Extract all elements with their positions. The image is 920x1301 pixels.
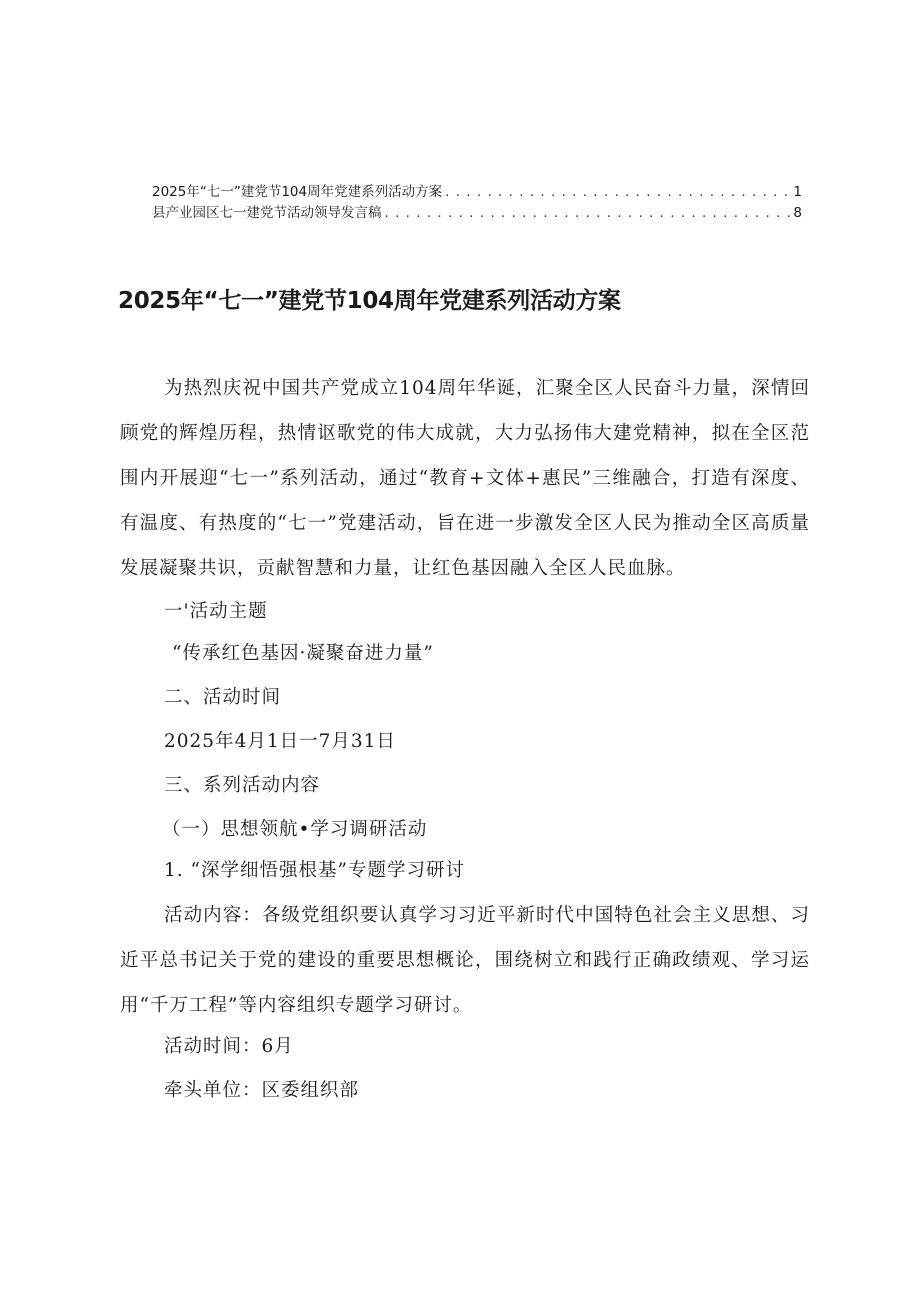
section-heading-time: 二、活动时间 bbox=[164, 687, 282, 708]
toc-leader-dots bbox=[445, 182, 790, 203]
item-title: 1. “深学细悟强根基”专题学习研讨 bbox=[164, 860, 465, 881]
toc-entry-title: 2025年“七一”建党节104周年党建系列活动方案 bbox=[152, 184, 443, 200]
toc-entry-page: 8 bbox=[793, 205, 802, 221]
toc-leader-dots bbox=[385, 203, 791, 224]
toc-entry[interactable] bbox=[152, 182, 802, 203]
toc-entry-page: 1 bbox=[793, 184, 802, 200]
subsection-heading: （一）思想领航•学习调研活动 bbox=[162, 819, 428, 840]
toc-entry-title: 县产业园区七一建党节活动领导发言稿 bbox=[152, 205, 382, 221]
toc-entry[interactable] bbox=[152, 203, 802, 224]
theme-text: “传承红色基因·凝聚奋进力量” bbox=[172, 643, 434, 664]
item-lead-unit: 牵头单位：区委组织部 bbox=[164, 1080, 360, 1101]
table-of-contents bbox=[152, 182, 802, 224]
section-heading-theme: 一'活动主题 bbox=[164, 601, 268, 622]
item-content-paragraph: 活动内容：各级党组织要认真学习习近平新时代中国特色社会主义思想、习近平总书记关于党的建设的重要思想概论，围绕树立和践行正确政绩观、学习运用“千万工程”等内容组织专题学习研讨。 bbox=[120, 905, 810, 1016]
document-title: 2025年“七一”建党节104周年党建系列活动方案 bbox=[118, 288, 621, 314]
intro-paragraph: 为热烈庆祝中国共产党成立104周年华诞，汇聚全区人民奋斗力量，深情回顾党的辉煌历程，热情讴歌党的伟大成就，大力弘扬伟大建党精神，拟在全区范围内开展迎“七一”系列活动，通过“教育+文体+惠民”三维融合，打造有深度、有温度、有热度的“七一”党建活动，旨在进一步激发全区人民为推动全区高质量发展凝聚共识，贡献智慧和力量，让红色基因融入全区人民血脉。 bbox=[120, 378, 810, 579]
item-time: 活动时间：6月 bbox=[164, 1036, 294, 1057]
activity-date-range: 2025年4月1日一7月31日 bbox=[164, 731, 396, 752]
section-heading-content: 三、系列活动内容 bbox=[164, 775, 321, 796]
